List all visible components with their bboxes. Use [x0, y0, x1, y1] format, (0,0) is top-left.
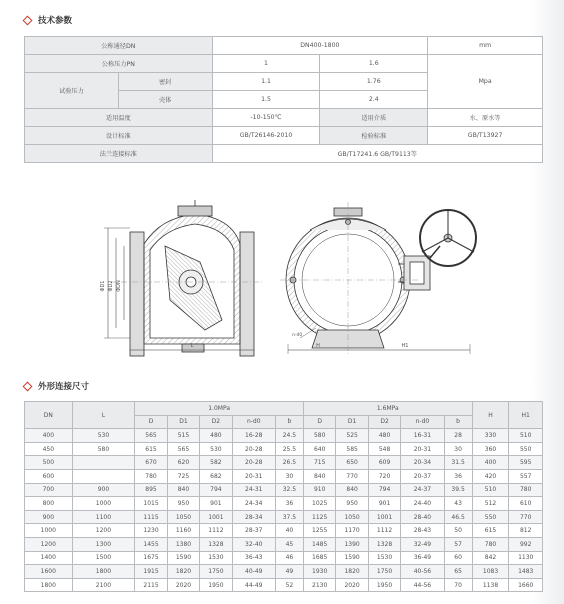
table-cell: 901: [200, 497, 232, 511]
table-cell: 582: [200, 456, 232, 470]
table-cell: 1328: [368, 537, 400, 551]
dim-h-label: H: [316, 343, 320, 349]
right-flange: [240, 232, 254, 356]
table-cell: 28-37: [232, 524, 275, 538]
table-cell: 24-40: [401, 497, 444, 511]
table-cell: 515: [167, 429, 199, 443]
table-cell: 1590: [336, 551, 368, 565]
table-cell: 36-49: [401, 551, 444, 565]
table-cell: 1950: [368, 578, 400, 592]
col-d1: D1: [167, 415, 199, 429]
table-row: [25, 483, 543, 497]
table-cell: 1328: [200, 537, 232, 551]
table-cell: 770: [509, 510, 543, 524]
col-b: b: [275, 415, 303, 429]
table-cell: 1660: [509, 578, 543, 592]
dim-h1-label: H1: [401, 343, 409, 349]
table-cell: 2100: [72, 578, 135, 592]
table-cell: 1685: [303, 551, 335, 565]
table-cell: 24-34: [232, 497, 275, 511]
table-cell: 580: [72, 442, 135, 456]
table-cell: 565: [135, 429, 167, 443]
table-cell: 1390: [336, 537, 368, 551]
table-cell: 44-56: [401, 578, 444, 592]
col-n-d0: n-d0: [232, 415, 275, 429]
table-cell: 26.5: [275, 456, 303, 470]
dimensions-table-body: [25, 429, 543, 592]
table-cell: [72, 469, 135, 483]
shell-value-1: 1.5: [212, 91, 320, 109]
inspect-std-value: GB/T13927: [428, 127, 543, 145]
seal-value-2: 1.76: [320, 73, 428, 91]
table-cell: 1230: [135, 524, 167, 538]
table-row: [25, 145, 543, 163]
tech-section-title: [24, 14, 72, 26]
table-cell: 24-31: [232, 483, 275, 497]
table-cell: 794: [200, 483, 232, 497]
table-cell: 16-28: [232, 429, 275, 443]
table-row: [25, 551, 543, 565]
col-l: L: [72, 402, 135, 429]
col-d2: D2: [368, 415, 400, 429]
table-cell: 910: [303, 483, 335, 497]
col-dn: DN: [25, 402, 73, 429]
table-cell: 840: [303, 469, 335, 483]
inspect-std-label: 检验标准: [320, 127, 428, 145]
table-cell: 40: [275, 524, 303, 538]
table-cell: 1083: [472, 565, 509, 579]
table-cell: 1050: [336, 510, 368, 524]
col-d: D: [303, 415, 335, 429]
table-cell: 900: [72, 483, 135, 497]
table-cell: 36: [444, 469, 472, 483]
table-cell: 30: [275, 469, 303, 483]
table-cell: 512: [472, 497, 509, 511]
medium-label: 适用介质: [320, 109, 428, 127]
table-cell: 530: [72, 429, 135, 443]
table-cell: 770: [336, 469, 368, 483]
table-cell: 530: [200, 442, 232, 456]
table-row: [25, 456, 543, 470]
table-cell: 36: [275, 497, 303, 511]
table-cell: 1200: [25, 537, 73, 551]
table-header-row: [25, 402, 543, 416]
table-cell: 28-34: [232, 510, 275, 524]
table-cell: 510: [472, 483, 509, 497]
table-cell: 52: [275, 578, 303, 592]
table-row: [25, 109, 543, 127]
table-cell: 901: [368, 497, 400, 511]
table-cell: 812: [509, 524, 543, 538]
table-cell: 1138: [472, 578, 509, 592]
table-cell: 70: [444, 578, 472, 592]
table-cell: 715: [303, 456, 335, 470]
table-cell: 840: [167, 483, 199, 497]
table-cell: 44-49: [232, 578, 275, 592]
table-cell: 585: [336, 442, 368, 456]
table-cell: 1050: [167, 510, 199, 524]
dn-label: 公称通径DN: [25, 37, 213, 55]
shell-label: 壳体: [118, 91, 212, 109]
dim-d1-label: ΦD1: [100, 280, 106, 292]
table-cell: 1125: [303, 510, 335, 524]
dn-unit: mm: [428, 37, 543, 55]
table-cell: 650: [336, 456, 368, 470]
table-cell: 1590: [167, 551, 199, 565]
table-cell: 480: [368, 429, 400, 443]
table-cell: 615: [472, 524, 509, 538]
table-cell: 49: [275, 565, 303, 579]
table-cell: 682: [200, 469, 232, 483]
tech-section-title-text: 技术参数: [38, 16, 73, 26]
table-cell: 550: [509, 442, 543, 456]
table-cell: 1915: [135, 565, 167, 579]
seal-label: 密封: [118, 73, 212, 91]
table-cell: 780: [509, 483, 543, 497]
table-cell: 794: [368, 483, 400, 497]
diamond-bullet-icon: [23, 381, 33, 391]
table-cell: 60: [444, 551, 472, 565]
table-cell: 20-28: [232, 456, 275, 470]
table-cell: [72, 456, 135, 470]
table-cell: 1160: [167, 524, 199, 538]
table-cell: 420: [472, 469, 509, 483]
table-cell: 720: [368, 469, 400, 483]
table-cell: 31.5: [444, 456, 472, 470]
table-row: [25, 510, 543, 524]
tech-params-table: [24, 36, 543, 163]
design-std-label: 设计标准: [25, 127, 213, 145]
table-cell: 39.5: [444, 483, 472, 497]
table-cell: 1820: [167, 565, 199, 579]
temp-label: 适用温度: [25, 109, 213, 127]
col-n-d0: n-d0: [401, 415, 444, 429]
table-cell: 1001: [368, 510, 400, 524]
pn-label: 公称压力PN: [25, 55, 213, 73]
table-cell: 1455: [135, 537, 167, 551]
table-cell: 1100: [72, 510, 135, 524]
dn-value: DN400-1800: [212, 37, 428, 55]
front-view: [280, 202, 476, 356]
table-cell: 20-37: [401, 469, 444, 483]
table-cell: 1130: [509, 551, 543, 565]
table-cell: 46.5: [444, 510, 472, 524]
table-cell: 525: [336, 429, 368, 443]
table-cell: 1000: [72, 497, 135, 511]
table-cell: 450: [25, 442, 73, 456]
table-cell: 24-37: [401, 483, 444, 497]
table-cell: 1800: [25, 578, 73, 592]
dims-section-title: [24, 380, 89, 392]
table-cell: 25.5: [275, 442, 303, 456]
table-cell: 595: [509, 456, 543, 470]
table-row: [25, 578, 543, 592]
table-cell: 1500: [72, 551, 135, 565]
table-cell: 1115: [135, 510, 167, 524]
table-cell: 1380: [167, 537, 199, 551]
table-cell: 557: [509, 469, 543, 483]
table-cell: 565: [167, 442, 199, 456]
table-cell: 610: [509, 497, 543, 511]
table-cell: 600: [25, 469, 73, 483]
table-cell: 800: [25, 497, 73, 511]
table-row: [25, 469, 543, 483]
table-cell: 2020: [167, 578, 199, 592]
shell-value-2: 2.4: [320, 91, 428, 109]
table-cell: 30: [444, 442, 472, 456]
table-cell: 28-43: [401, 524, 444, 538]
design-std-value: GB/T26146-2010: [212, 127, 320, 145]
table-cell: 400: [472, 456, 509, 470]
table-cell: 842: [472, 551, 509, 565]
table-row: [25, 127, 543, 145]
table-cell: 20-28: [232, 442, 275, 456]
table-cell: 700: [25, 483, 73, 497]
table-cell: 20-31: [401, 442, 444, 456]
table-cell: 1530: [200, 551, 232, 565]
table-row: [25, 537, 543, 551]
table-cell: 580: [303, 429, 335, 443]
table-cell: 548: [368, 442, 400, 456]
table-cell: 37.5: [275, 510, 303, 524]
table-cell: 32-40: [232, 537, 275, 551]
table-cell: 1930: [303, 565, 335, 579]
pn-value-2: 1.6: [320, 55, 428, 73]
flange-std-label: 法兰连接标准: [25, 145, 213, 163]
col-d2: D2: [200, 415, 232, 429]
dim-dn-label: ΦDN: [116, 280, 122, 292]
table-cell: 1483: [509, 565, 543, 579]
table-cell: 992: [509, 537, 543, 551]
table-cell: 1200: [72, 524, 135, 538]
table-cell: 1025: [303, 497, 335, 511]
table-cell: 2115: [135, 578, 167, 592]
table-cell: 950: [167, 497, 199, 511]
table-cell: 43: [444, 497, 472, 511]
table-cell: 1675: [135, 551, 167, 565]
test-unit: Mpa: [428, 55, 543, 109]
table-cell: 1400: [25, 551, 73, 565]
table-cell: 1300: [72, 537, 135, 551]
table-cell: 2020: [336, 578, 368, 592]
table-cell: 780: [472, 537, 509, 551]
test-pressure-label: 试验压力: [25, 73, 119, 109]
table-cell: 500: [25, 456, 73, 470]
table-cell: 510: [509, 429, 543, 443]
table-row: [25, 429, 543, 443]
dim-l-label: L: [190, 343, 194, 349]
table-cell: 1112: [200, 524, 232, 538]
col-group-16mpa: 1.6MPa: [303, 402, 472, 416]
table-cell: 32-49: [401, 537, 444, 551]
col-d: D: [135, 415, 167, 429]
col-d1: D1: [336, 415, 368, 429]
table-cell: 40-56: [401, 565, 444, 579]
table-cell: 1001: [200, 510, 232, 524]
dim-d2-label: ΦD2: [108, 280, 114, 292]
n-d0-label: n-d0: [292, 333, 303, 338]
table-cell: 840: [336, 483, 368, 497]
pn-value-1: 1: [212, 55, 320, 73]
table-row: [25, 55, 543, 73]
table-cell: 1600: [25, 565, 73, 579]
col-h1: H1: [509, 402, 543, 429]
col-group-10mpa: 1.0MPa: [135, 402, 304, 416]
table-cell: 615: [135, 442, 167, 456]
table-cell: 1485: [303, 537, 335, 551]
table-cell: 45: [275, 537, 303, 551]
table-cell: 360: [472, 442, 509, 456]
table-cell: 780: [135, 469, 167, 483]
table-row: [25, 442, 543, 456]
table-cell: 20-31: [232, 469, 275, 483]
table-cell: 1530: [368, 551, 400, 565]
table-cell: 1750: [200, 565, 232, 579]
dimensions-table: [24, 401, 543, 592]
diamond-bullet-icon: [23, 15, 33, 25]
table-cell: 2130: [303, 578, 335, 592]
table-row: [25, 37, 543, 55]
table-cell: 1112: [368, 524, 400, 538]
table-cell: 725: [167, 469, 199, 483]
table-cell: 900: [25, 510, 73, 524]
table-cell: 330: [472, 429, 509, 443]
side-section-view: [104, 200, 262, 356]
dims-section-title-text: 外形连接尺寸: [38, 382, 90, 392]
medium-value: 水、原水等: [428, 109, 543, 127]
table-cell: 32.5: [275, 483, 303, 497]
table-row: [25, 524, 543, 538]
table-cell: 57: [444, 537, 472, 551]
table-cell: 1820: [336, 565, 368, 579]
table-cell: 609: [368, 456, 400, 470]
table-cell: 1170: [336, 524, 368, 538]
table-cell: 480: [200, 429, 232, 443]
left-flange: [130, 232, 144, 356]
table-cell: 40-49: [232, 565, 275, 579]
table-cell: 550: [472, 510, 509, 524]
table-cell: 46: [275, 551, 303, 565]
table-cell: 50: [444, 524, 472, 538]
table-cell: 1750: [368, 565, 400, 579]
table-cell: 950: [336, 497, 368, 511]
table-cell: 20-34: [401, 456, 444, 470]
table-cell: 28-40: [401, 510, 444, 524]
table-cell: 24.5: [275, 429, 303, 443]
table-cell: 1950: [200, 578, 232, 592]
seal-value-1: 1.1: [212, 73, 320, 91]
table-cell: 1000: [25, 524, 73, 538]
table-row: [25, 497, 543, 511]
table-cell: 670: [135, 456, 167, 470]
table-cell: 640: [303, 442, 335, 456]
table-cell: 28: [444, 429, 472, 443]
col-b: b: [444, 415, 472, 429]
table-cell: 620: [167, 456, 199, 470]
valve-drawing: [0, 200, 564, 365]
temp-value: -10-150℃: [212, 109, 320, 127]
table-cell: 1015: [135, 497, 167, 511]
col-h: H: [472, 402, 509, 429]
table-cell: 895: [135, 483, 167, 497]
table-cell: 1800: [72, 565, 135, 579]
table-cell: 36-43: [232, 551, 275, 565]
table-cell: 400: [25, 429, 73, 443]
table-cell: 16-31: [401, 429, 444, 443]
table-cell: 1255: [303, 524, 335, 538]
table-cell: 65: [444, 565, 472, 579]
flange-std-value: GB/T17241.6 GB/T9113等: [212, 145, 542, 163]
table-row: [25, 565, 543, 579]
